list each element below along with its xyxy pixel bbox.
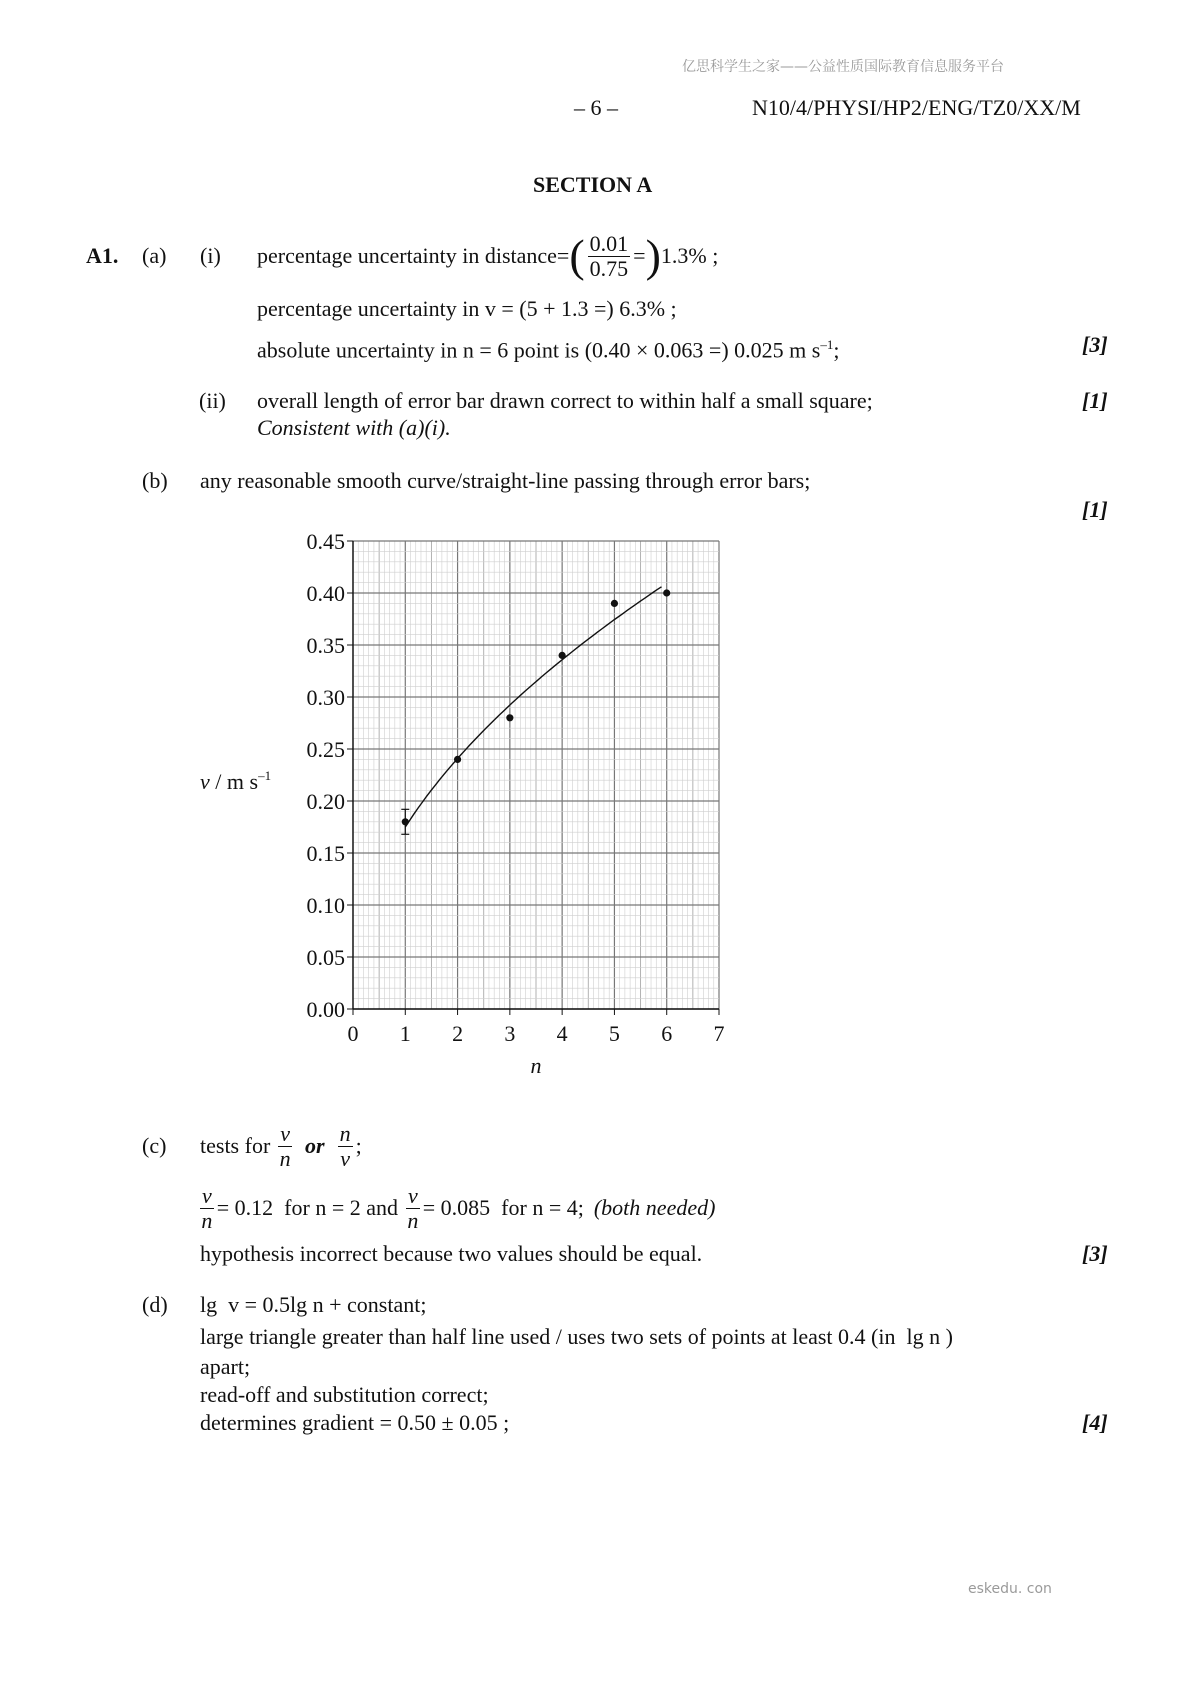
part-c-line2 xyxy=(200,1172,715,1244)
x-tick-label: 0 xyxy=(347,1021,359,1046)
y-tick-label: 0.40 xyxy=(306,581,345,606)
y-tick-label: 0.30 xyxy=(306,685,345,710)
ratio-value-1: = 0.12 for n = 2 and xyxy=(216,1195,398,1220)
watermark-bottom: eskedu. con xyxy=(968,1581,1052,1597)
fraction-denominator: n xyxy=(201,1207,213,1233)
fraction-denominator: n xyxy=(407,1207,419,1233)
data-point xyxy=(402,818,409,825)
x-tick-label: 7 xyxy=(713,1021,725,1046)
y-tick-label: 0.05 xyxy=(306,945,345,970)
question-number: A1. xyxy=(86,243,119,268)
equals-sign-2: = xyxy=(633,243,646,268)
watermark-top: 亿思科学生之家——公益性质国际教育信息服务平台 xyxy=(682,59,1004,75)
fraction-numerator: v xyxy=(280,1120,291,1146)
fraction-numerator: 0.01 xyxy=(589,230,629,256)
fit-curve xyxy=(405,587,661,827)
part-d-line5: determines gradient = 0.50 ± 0.05 ; xyxy=(200,1410,510,1435)
page-number: – 6 – xyxy=(574,95,618,120)
part-d-line4: read-off and substitution correct; xyxy=(200,1382,489,1407)
part-a-label: (a) xyxy=(142,243,167,268)
distance-uncertainty-result: 1.3% ; xyxy=(660,243,719,268)
part-d-label: (d) xyxy=(142,1292,168,1317)
marks-a-i: [3] xyxy=(1082,332,1108,357)
marks-d: [4] xyxy=(1082,1410,1108,1435)
or-text: or xyxy=(305,1133,325,1158)
data-point xyxy=(506,714,513,721)
part-c-line3: hypothesis incorrect because two values should be equal. xyxy=(200,1241,703,1266)
tests-for-text: tests for xyxy=(200,1133,271,1158)
fraction-v-over-n xyxy=(278,1122,292,1171)
data-point xyxy=(611,600,618,607)
chart-axes xyxy=(347,541,719,1015)
ratio-value-2: = 0.085 for n = 4; xyxy=(422,1195,584,1220)
part-b-label: (b) xyxy=(142,468,168,493)
absolute-uncertainty-text: absolute uncertainty in n = 6 point is (0.40 × 0.063 =) 0.025 m s xyxy=(257,337,821,363)
fraction-numerator: v xyxy=(408,1182,418,1208)
part-a-ii-text: overall length of error bar drawn correct to within half a small square; xyxy=(257,388,873,413)
x-tick-label: 5 xyxy=(608,1021,620,1046)
part-a-ii-label: (ii) xyxy=(199,388,226,413)
x-tick-label: 3 xyxy=(504,1021,516,1046)
part-a-ii-note: Consistent with (a)(i). xyxy=(257,415,451,440)
part-d-line1: lg v = 0.5lg n + constant; xyxy=(200,1292,427,1317)
x-tick-label: 1 xyxy=(399,1021,411,1046)
line-end: ; xyxy=(833,337,840,363)
fraction-numerator: n xyxy=(339,1120,351,1146)
x-tick-label: 2 xyxy=(452,1021,464,1046)
part-a-i-label: (i) xyxy=(200,243,221,268)
part-b-text: any reasonable smooth curve/straight-line passing through error bars; xyxy=(200,468,811,493)
fraction-denominator: n xyxy=(279,1145,291,1171)
marks-b: [1] xyxy=(1082,497,1108,522)
fraction-v-over-n xyxy=(200,1184,214,1233)
x-axis-title: n xyxy=(530,1053,542,1078)
marks-c: [3] xyxy=(1082,1241,1108,1266)
part-c-label: (c) xyxy=(142,1133,167,1158)
part-d-line3: apart; xyxy=(200,1354,251,1379)
unit-exponent: –1 xyxy=(820,337,834,352)
y-tick-label: 0.45 xyxy=(306,529,345,554)
y-tick-label: 0.10 xyxy=(306,893,345,918)
part-d-line2: large triangle greater than half line used / uses two sets of points at least 0.4 (in lg n ) xyxy=(200,1324,953,1349)
part-a-i-line2: percentage uncertainty in v = (5 + 1.3 =) 6.3% ; xyxy=(257,296,677,321)
document-code: N10/4/PHYSI/HP2/ENG/TZ0/XX/M xyxy=(752,95,1081,120)
chart-grid xyxy=(353,541,719,1009)
distance-uncertainty-text: percentage uncertainty in distance xyxy=(257,243,557,268)
y-tick-label: 0.15 xyxy=(306,841,345,866)
data-point xyxy=(454,756,461,763)
y-tick-label: 0.00 xyxy=(306,997,345,1022)
section-title: SECTION A xyxy=(533,172,653,197)
y-axis-title: v / m $s^{-1}$ xyxy=(200,768,272,794)
fraction-n-over-v xyxy=(338,1122,353,1171)
data-point xyxy=(663,589,670,596)
x-tick-label: 4 xyxy=(556,1021,568,1046)
fraction-v-over-n-2 xyxy=(406,1184,420,1233)
fraction-denominator: 0.75 xyxy=(589,255,629,281)
right-paren: ) xyxy=(645,230,661,281)
data-point xyxy=(559,652,566,659)
y-tick-label: 0.25 xyxy=(306,737,345,762)
y-tick-label: 0.20 xyxy=(306,789,345,814)
y-tick-label: 0.35 xyxy=(306,633,345,658)
line-end: ; xyxy=(355,1133,362,1158)
fraction-denominator: v xyxy=(340,1145,350,1171)
fraction-numerator: v xyxy=(202,1182,212,1208)
equals-sign: = xyxy=(556,243,570,268)
both-needed-note: (both needed) xyxy=(593,1195,716,1220)
x-tick-label: 6 xyxy=(661,1021,673,1046)
left-paren: ( xyxy=(569,230,585,281)
marks-a-ii: [1] xyxy=(1082,388,1108,413)
